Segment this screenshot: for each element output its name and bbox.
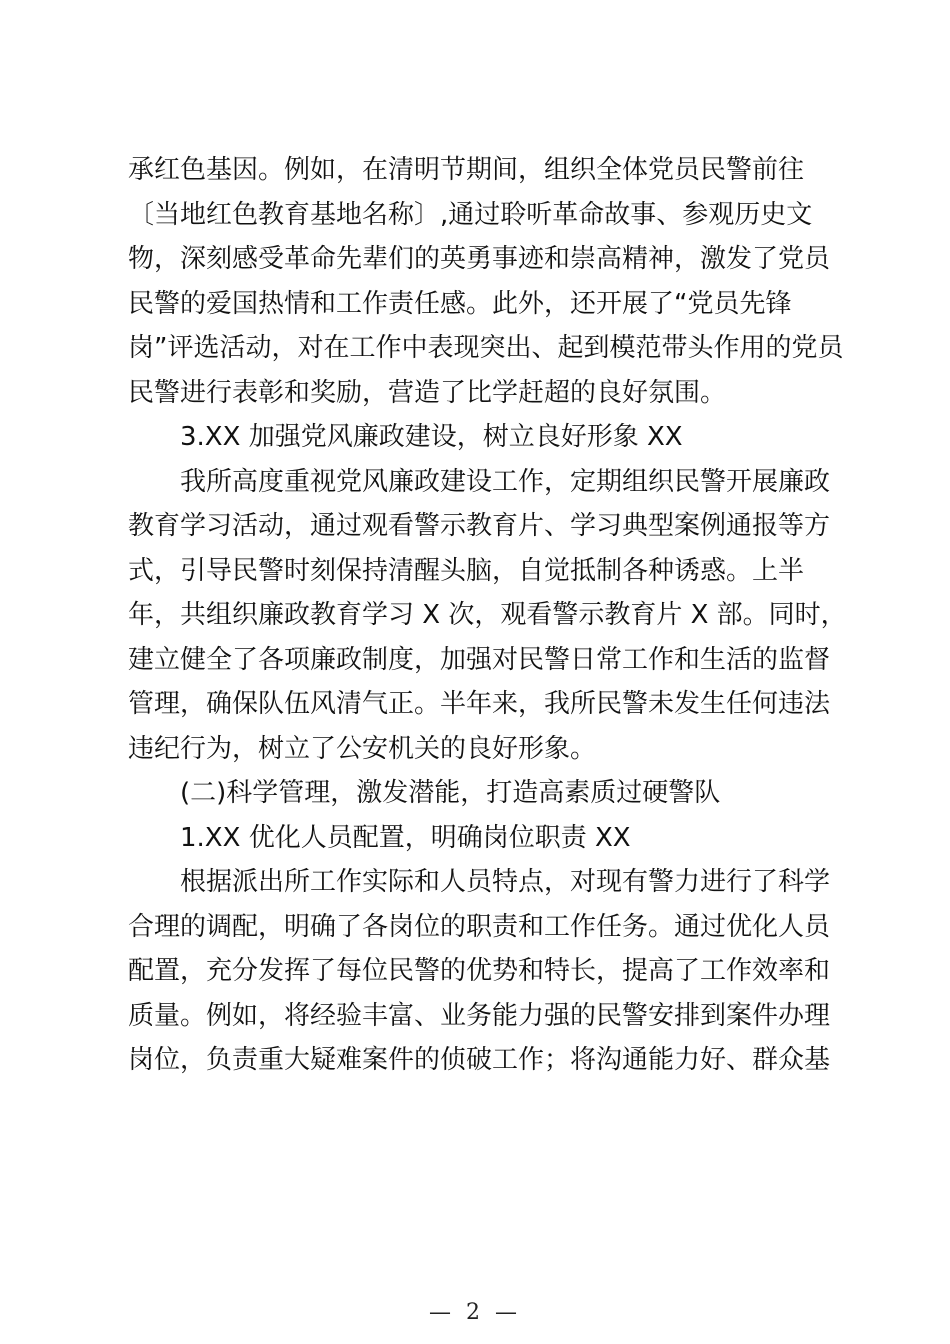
text-line: 物，深刻感受革命先辈们的英勇事迹和崇高精神，激发了党员 — [128, 244, 831, 274]
text-line: 式，引导民警时刻保持清醒头脑，自觉抵制各种诱惑。上半 — [128, 555, 805, 586]
text-line: 建立健全了各项廉政制度，加强对民警日常工作和生活的监督 — [128, 644, 831, 675]
text-line: 承红色基因。例如，在清明节期间，组织全体党员民警前往 — [128, 155, 805, 185]
text-line: 岗位，负责重大疑难案件的侦破工作；将沟通能力好、群众基 — [128, 1045, 831, 1075]
text-line: 岗”评选活动，对在工作中表现突出、起到模范带头作用的党员 — [128, 333, 844, 363]
text-line: 年，共组织廉政教育学习 X 次，观看警示教育片 X 部。同时， — [128, 600, 847, 630]
text-line: 民警的爱国热情和工作责任感。此外，还开展了“党员先锋 — [128, 288, 792, 319]
text-line: 违纪行为，树立了公安机关的良好形象。 — [128, 733, 597, 764]
page-number: — 2 — — [429, 1300, 521, 1325]
document-body — [128, 148, 847, 1083]
text-line: 教育学习活动，通过观看警示教育片、学习典型案例通报等方 — [128, 511, 831, 541]
text-line: 根据派出所工作实际和人员特点，对现有警力进行了科学 — [180, 867, 831, 897]
text-line: (二)科学管理，激发潜能，打造高素质过硬警队 — [180, 778, 721, 808]
text-line: 民警进行表彰和奖励，营造了比学赶超的良好氛围。 — [128, 377, 727, 408]
text-line: 1.XX 优化人员配置，明确岗位职责 XX — [180, 822, 631, 853]
text-line: 质量。例如，将经验丰富、业务能力强的民警安排到案件办理 — [128, 1000, 831, 1031]
text-line: 管理，确保队伍风清气正。半年来，我所民警未发生任何违法 — [128, 689, 831, 719]
text-line: 我所高度重视党风廉政建设工作，定期组织民警开展廉政 — [180, 466, 831, 497]
text-line: 合理的调配，明确了各岗位的职责和工作任务。通过优化人员 — [128, 911, 831, 942]
text-line: 3.XX 加强党风廉政建设，树立良好形象 XX — [180, 422, 683, 452]
text-line: 〔当地红色教育基地名称〕,通过聆听革命故事、参观历史文 — [128, 199, 813, 230]
text-line: 配置，充分发挥了每位民警的优势和特长，提高了工作效率和 — [128, 956, 831, 986]
